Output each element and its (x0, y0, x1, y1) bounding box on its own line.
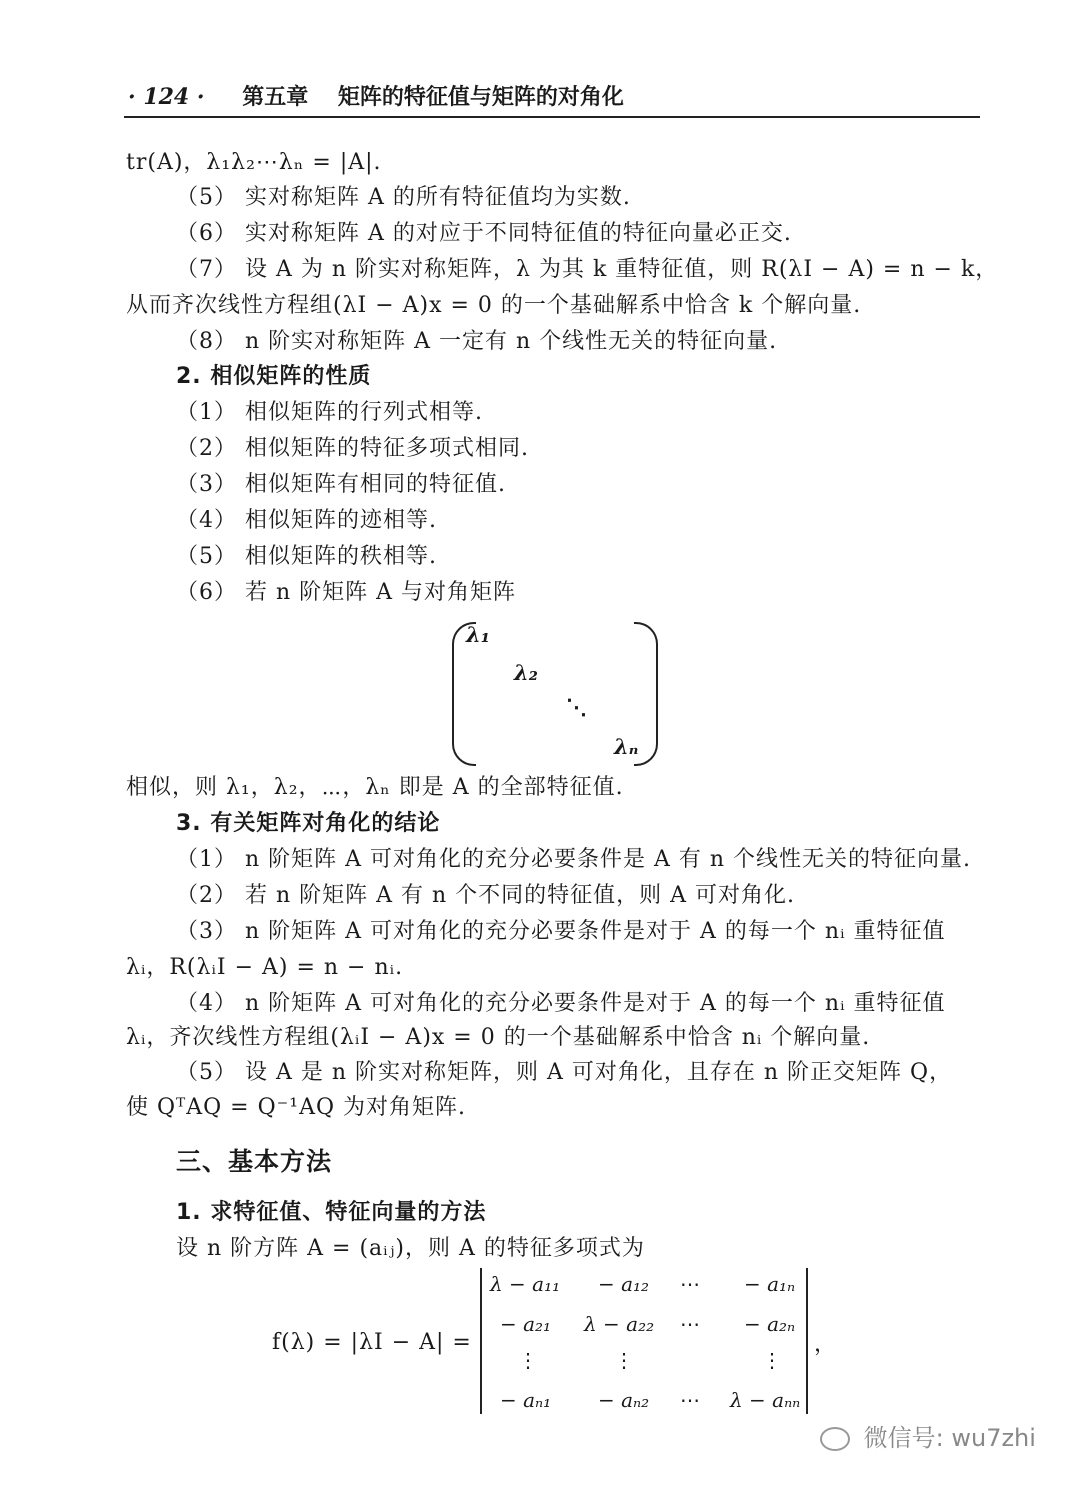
section-heading: 1. 求特征值、特征向量的方法 (176, 1200, 487, 1225)
det-entry: − aₙ₁ (500, 1388, 552, 1412)
text-line: （5） 实对称矩阵 A 的所有特征值均为实数. (176, 185, 631, 210)
det-entry: − a₁₂ (598, 1272, 650, 1296)
page-number: · 124 · (128, 84, 205, 110)
det-entry: − a₂ₙ (744, 1312, 796, 1336)
text-line: （1） n 阶矩阵 A 可对角化的充分必要条件是 A 有 n 个线性无关的特征向量. (176, 847, 972, 872)
section-heading: 3. 有关矩阵对角化的结论 (176, 811, 441, 836)
matrix-entry: ⋱ (566, 694, 587, 719)
text-line: （7） 设 A 为 n 阶实对称矩阵，λ 为其 k 重特征值，则 R(λI − A) = n − k， (176, 257, 999, 282)
det-entry: ⋯ (680, 1312, 700, 1336)
text-line: （8） n 阶实对称矩阵 A 一定有 n 个线性无关的特征向量. (176, 329, 778, 354)
formula-trailing-comma: ， (814, 1332, 838, 1357)
text-line: （4） n 阶矩阵 A 可对角化的充分必要条件是对于 A 的每一个 nᵢ 重特征值 (176, 991, 946, 1016)
chapter-title: 矩阵的特征值与矩阵的对角化 (337, 85, 624, 110)
text-line: λᵢ，齐次线性方程组(λᵢI − A)x = 0 的一个基础解系中恰含 nᵢ 个解向量. (126, 1025, 871, 1050)
det-entry: − a₁ₙ (744, 1272, 796, 1296)
list-item: （3） 相似矩阵有相同的特征值. (176, 472, 506, 497)
section-heading: 2. 相似矩阵的性质 (176, 364, 372, 389)
text-line: （2） 若 n 阶矩阵 A 有 n 个不同的特征值，则 A 可对角化. (176, 883, 796, 908)
text-line: 设 n 阶方阵 A = (aᵢⱼ)，则 A 的特征多项式为 (176, 1236, 645, 1261)
chapter-label: 第五章 (242, 85, 309, 110)
list-item: （5） 相似矩阵的秩相等. (176, 544, 437, 569)
det-entry: ⋯ (680, 1388, 700, 1412)
det-entry: − aₙ₂ (598, 1388, 650, 1412)
list-item: （1） 相似矩阵的行列式相等. (176, 400, 483, 425)
list-item: （2） 相似矩阵的特征多项式相同. (176, 436, 529, 461)
text-line: 使 QᵀAQ = Q⁻¹AQ 为对角矩阵. (126, 1095, 466, 1120)
det-entry: ⋮ (614, 1348, 634, 1372)
part-heading: 三、基本方法 (176, 1147, 333, 1176)
det-left-bar (480, 1268, 482, 1414)
det-entry: ⋯ (680, 1272, 700, 1296)
matrix-entry: λ₁ (466, 622, 490, 647)
watermark-text: 微信号: wu7zhi (863, 1424, 1036, 1452)
text-line: （5） 设 A 是 n 阶实对称矩阵，则 A 可对角化，且存在 n 阶正交矩阵 Q， (176, 1060, 953, 1085)
text-line: 从而齐次线性方程组(λI − A)x = 0 的一个基础解系中恰含 k 个解向量. (126, 293, 862, 318)
formula-lhs: f(λ) = |λI − A| = (272, 1330, 472, 1355)
det-entry: ⋮ (762, 1348, 782, 1372)
list-item: （4） 相似矩阵的迹相等. (176, 508, 437, 533)
running-header (128, 80, 624, 111)
det-entry: ⋮ (518, 1348, 538, 1372)
det-entry: λ − aₙₙ (730, 1388, 801, 1412)
watermark (820, 1418, 1036, 1453)
list-item: （6） 若 n 阶矩阵 A 与对角矩阵 (176, 580, 517, 605)
matrix-entry: λₙ (614, 734, 639, 759)
text-line: tr(A)，λ₁λ₂⋯λₙ = |A|. (126, 150, 382, 175)
text-line: （6） 实对称矩阵 A 的对应于不同特征值的特征向量必正交. (176, 221, 792, 246)
det-entry: λ − a₁₁ (490, 1272, 561, 1296)
det-entry: − a₂₁ (500, 1312, 552, 1336)
det-right-bar (806, 1268, 808, 1414)
header-rule (124, 116, 980, 118)
det-entry: λ − a₂₂ (584, 1312, 655, 1336)
text-line: （3） n 阶矩阵 A 可对角化的充分必要条件是对于 A 的每一个 nᵢ 重特征值 (176, 919, 946, 944)
text-line: 相似，则 λ₁，λ₂，⋯，λₙ 即是 A 的全部特征值. (126, 775, 624, 800)
wechat-icon (820, 1427, 850, 1451)
matrix-entry: λ₂ (514, 660, 538, 685)
text-line: λᵢ，R(λᵢI − A) = n − nᵢ. (126, 955, 404, 980)
